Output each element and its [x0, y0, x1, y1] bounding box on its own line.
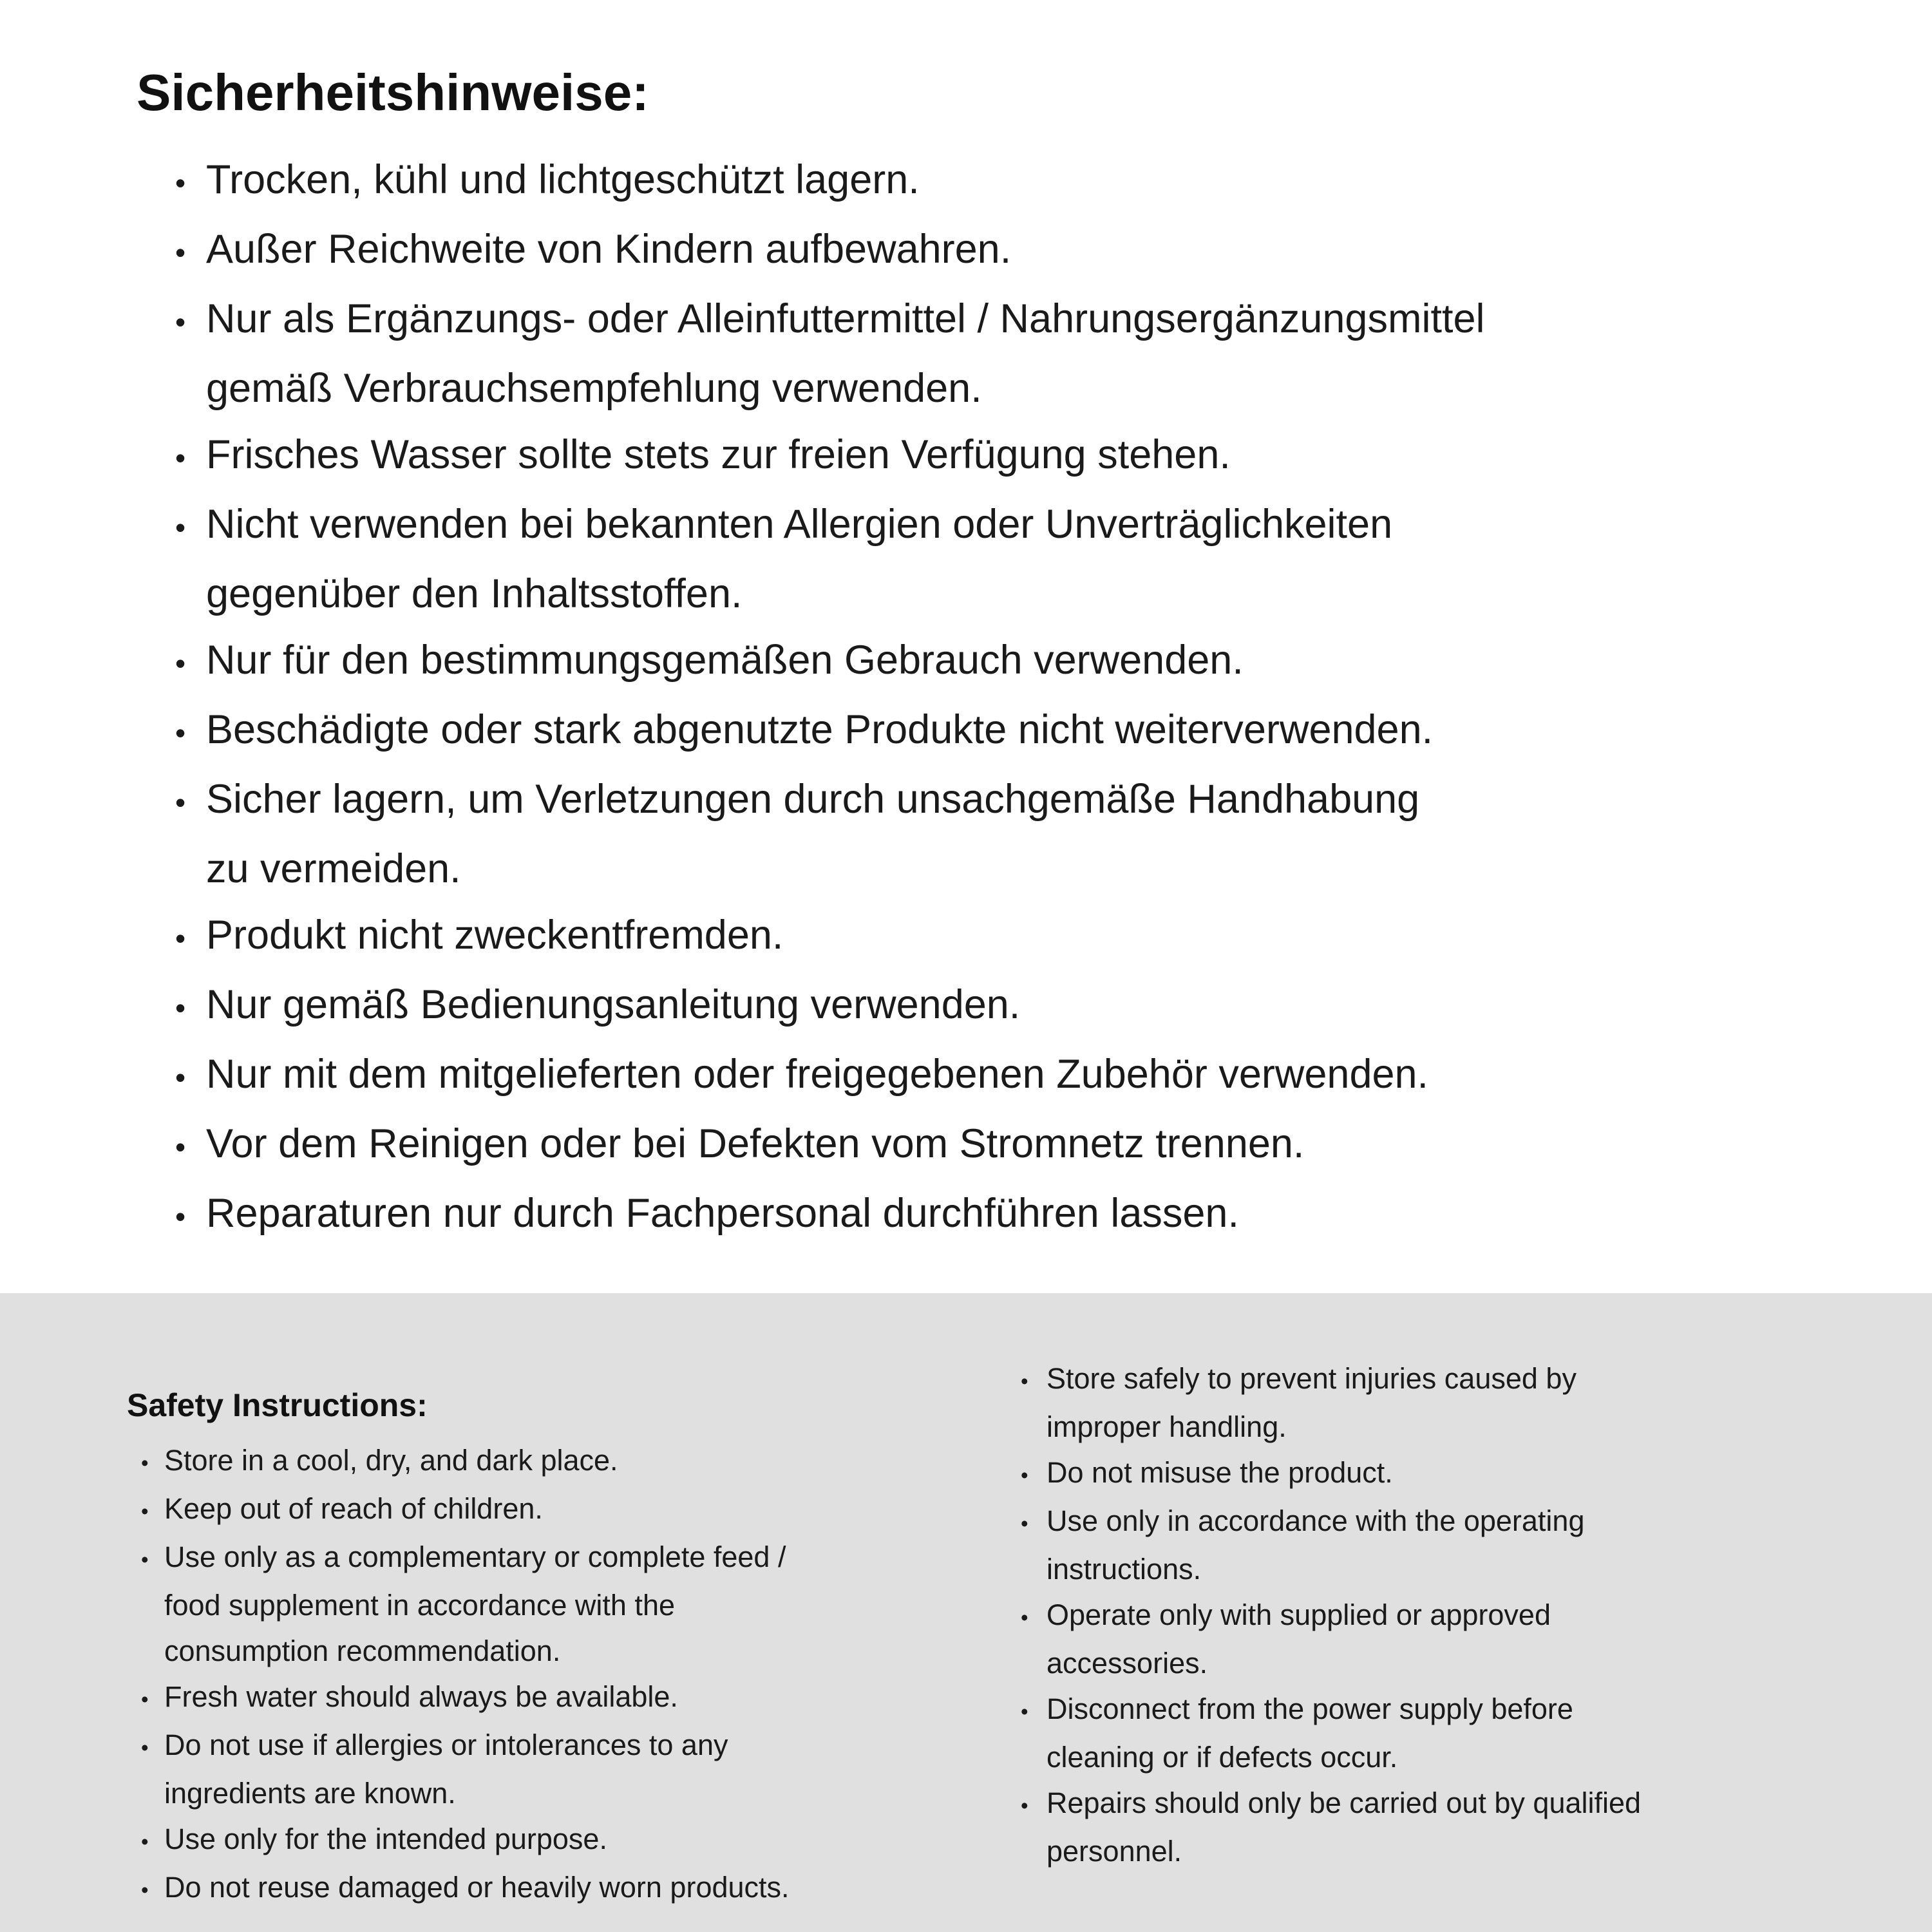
list-item-text: improper handling. — [1046, 1410, 1287, 1443]
list-item — [127, 1437, 1003, 1486]
bullet-dot: • — [175, 305, 186, 339]
bullet-dot: • — [175, 166, 186, 200]
list-item-continuation — [127, 1582, 1003, 1628]
list-item-text: Fresh water should always be available. — [164, 1680, 678, 1713]
list-item-text: cleaning or if defects occur. — [1046, 1741, 1398, 1774]
english-section-title: Safety Instructions: — [127, 1387, 428, 1423]
list-item-continuation — [0, 355, 1932, 422]
list-item — [1021, 1686, 1884, 1734]
list-item-continuation — [127, 1628, 1003, 1674]
list-item-text: food supplement in accordance with the — [164, 1588, 675, 1622]
bullet-dot: • — [175, 1061, 186, 1094]
list-item — [0, 216, 1932, 286]
list-item — [127, 1864, 1003, 1913]
list-item-text: Nur als Ergänzungs- oder Alleinfuttermittel / Nahrungsergänzungsmittel — [206, 296, 1485, 341]
bullet-dot: • — [141, 1735, 149, 1759]
bullet-dot: • — [141, 1547, 149, 1571]
bullet-dot: • — [175, 922, 186, 955]
list-item — [0, 1111, 1932, 1180]
list-item — [0, 902, 1932, 972]
list-item-text: Operate only with supplied or approved — [1046, 1598, 1551, 1631]
bullet-dot: • — [1021, 1511, 1028, 1535]
list-item — [0, 697, 1932, 766]
list-item-text: Nur mit dem mitgelieferten oder freigegebenen Zubehör verwenden. — [206, 1052, 1429, 1097]
list-item-text: Nicht verwenden bei bekannten Allergien oder Unverträglichkeiten — [206, 502, 1393, 547]
list-item-continuation — [1021, 1734, 1884, 1780]
bullet-dot: • — [1021, 1605, 1028, 1629]
list-item-continuation — [127, 1770, 1003, 1816]
list-item-text: Nur für den bestimmungsgemäßen Gebrauch verwenden. — [206, 638, 1244, 683]
list-item — [1021, 1780, 1884, 1828]
list-item-text: zu vermeiden. — [206, 846, 461, 891]
list-item — [127, 1674, 1003, 1722]
list-item-text: Store safely to prevent injuries caused by — [1046, 1362, 1577, 1395]
list-item-text: Reparaturen nur durch Fachpersonal durchführen lassen. — [206, 1191, 1239, 1236]
list-item — [127, 1722, 1003, 1770]
list-item-text: Außer Reichweite von Kindern aufbewahren. — [206, 227, 1012, 272]
bullet-dot: • — [175, 511, 186, 544]
bullet-dot: • — [175, 647, 186, 680]
list-item-text: Repairs should only be carried out by qualified — [1046, 1786, 1642, 1819]
list-item-text: Keep out of reach of children. — [164, 1492, 543, 1525]
list-item — [0, 972, 1932, 1041]
bullet-dot: • — [1021, 1369, 1028, 1393]
english-left-column — [127, 1356, 1003, 1913]
list-item-text: Sicher lagern, um Verletzungen durch unsachgemäße Handhabung — [206, 777, 1420, 822]
german-section-title: Sicherheitshinweise: — [137, 64, 649, 121]
list-item — [0, 627, 1932, 697]
bullet-dot: • — [175, 1200, 186, 1233]
list-item — [0, 766, 1932, 836]
bullet-dot: • — [141, 1877, 149, 1902]
list-item — [0, 1180, 1932, 1250]
list-item-continuation — [0, 561, 1932, 627]
list-item-continuation — [0, 836, 1932, 902]
list-item — [0, 1041, 1932, 1111]
list-item-text: Do not reuse damaged or heavily worn products. — [164, 1870, 790, 1904]
list-item-text: gemäß Verbrauchsempfehlung verwenden. — [206, 366, 982, 411]
bullet-dot: • — [175, 786, 186, 819]
list-item-continuation — [1021, 1546, 1884, 1592]
bullet-dot: • — [141, 1450, 149, 1475]
list-item-text: consumption recommendation. — [164, 1634, 561, 1667]
list-item-text: Do not misuse the product. — [1046, 1456, 1393, 1489]
list-item-text: Produkt nicht zweckentfremden. — [206, 913, 784, 958]
bullet-dot: • — [175, 716, 186, 750]
bullet-dot: • — [1021, 1700, 1028, 1723]
list-item-text: Use only as a complementary or complete feed / — [164, 1540, 786, 1573]
list-item-text: Do not use if allergies or intolerances to any — [164, 1728, 728, 1761]
bullet-dot: • — [141, 1499, 149, 1523]
list-item-continuation — [1021, 1640, 1884, 1686]
list-item-text: Trocken, kühl und lichtgeschützt lagern. — [206, 157, 920, 202]
list-item-text: Store in a cool, dry, and dark place. — [164, 1443, 618, 1477]
list-item — [0, 422, 1932, 491]
list-item — [1021, 1592, 1884, 1640]
list-item-text: accessories. — [1046, 1647, 1208, 1680]
list-item-text: gegenüber den Inhaltsstoffen. — [206, 571, 743, 616]
bullet-dot: • — [175, 441, 186, 475]
english-right-column — [1021, 1356, 1884, 1874]
list-item — [1021, 1498, 1884, 1546]
list-item-text: Use only for the intended purpose. — [164, 1822, 607, 1855]
bullet-dot: • — [1021, 1463, 1028, 1487]
bullet-dot: • — [141, 1829, 149, 1853]
bullet-dot: • — [175, 1130, 186, 1164]
list-item-text: ingredients are known. — [164, 1776, 456, 1810]
bullet-dot: • — [1021, 1794, 1028, 1817]
list-item — [127, 1816, 1003, 1864]
list-item-continuation — [1021, 1828, 1884, 1874]
list-item-continuation — [1021, 1404, 1884, 1450]
list-item — [127, 1486, 1003, 1534]
list-item-text: Vor dem Reinigen oder bei Defekten vom Stromnetz trennen. — [206, 1121, 1305, 1166]
list-item-text: Disconnect from the power supply before — [1046, 1692, 1573, 1725]
list-item-text: Use only in accordance with the operating — [1046, 1504, 1585, 1537]
list-item-text: Frisches Wasser sollte stets zur freien Verfügung stehen. — [206, 432, 1231, 477]
list-item-text: Nur gemäß Bedienungsanleitung verwenden. — [206, 982, 1021, 1027]
list-item-text: Beschädigte oder stark abgenutzte Produkte nicht weiterverwenden. — [206, 707, 1434, 752]
bullet-dot: • — [175, 236, 186, 269]
list-item — [0, 491, 1932, 561]
list-item — [1021, 1450, 1884, 1498]
list-item — [0, 286, 1932, 355]
bullet-dot: • — [175, 991, 186, 1025]
list-item-text: personnel. — [1046, 1835, 1182, 1868]
list-item — [127, 1534, 1003, 1582]
list-item — [1021, 1356, 1884, 1404]
german-safety-list — [0, 147, 1932, 1250]
list-item-text: instructions. — [1046, 1553, 1202, 1586]
list-item — [0, 147, 1932, 216]
bullet-dot: • — [141, 1687, 149, 1711]
english-safety-section — [0, 1293, 1932, 1932]
